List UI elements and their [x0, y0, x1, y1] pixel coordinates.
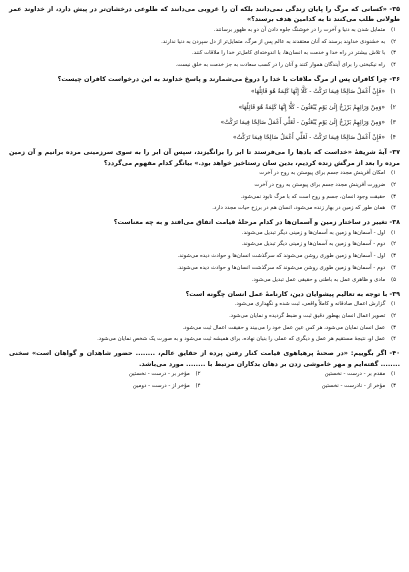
option[interactable] — [9, 25, 400, 37]
option-number: ۳) — [390, 324, 396, 331]
option-number: ۲) — [390, 103, 396, 111]
option-text: عمل او، نتیجهٔ مستقیم هر عمل و دیگری که عملی را بنیان نهاده، برای همیشه ثبت می‌شود و به صورت یک شخص نمایان می‌شود. — [97, 336, 386, 343]
option[interactable] — [205, 369, 401, 381]
option-text: مادی و ظاهری عمل به باطنی و حقیقی عمل تبدیل می‌شود. — [251, 276, 386, 283]
option[interactable] — [9, 323, 400, 335]
option[interactable] — [9, 299, 400, 311]
option[interactable] — [9, 369, 205, 381]
option-number: ۱) — [390, 26, 396, 33]
option[interactable] — [9, 84, 400, 99]
option[interactable] — [9, 37, 400, 49]
option-text: گزارش اعمال صادقانه و کاملاً واقعی، ثبت شده و نگهداری می‌شود. — [234, 301, 386, 308]
option[interactable] — [205, 381, 401, 393]
option[interactable] — [9, 192, 400, 204]
question-stem: ۳۹- با توجه به تعالیم پیشوایان دین، کارنامهٔ عمل انسان چگونه است؟ — [185, 289, 400, 298]
option-text: امکان آفرینش مجدد جسم برای پیوستن به روح در آخرت — [259, 170, 386, 177]
question-stem: ۴۰- اگر بگوییم: «در صحنهٔ پرهیاهوی قیامت کنار رفتن پرده از حقایق عالم، ........ حضور شاهدان و گواهان است» سخنی ........ گفته‌ایم و مهر خاموشی زدن بر دهان بدکاران مرتبط با ........ مورد می‌باشد. — [9, 349, 400, 368]
option[interactable] — [9, 168, 400, 180]
question-stem: ۳۷- آیهٔ شریفهٔ «خداست که بادها را می‌فرستد تا ابر را برانگیزند، سپس آن ابر را به سوی سرزمینی مرده برانیم و آن زمین مرده را بعد از مرگش زنده کردیم، بدین سان رستاخیز خواهد بود.» بیانگر کدام مفهوم می‌گردد؟ — [9, 148, 400, 167]
option-number: ۳) — [390, 50, 396, 57]
option-number: ۱) — [390, 88, 396, 96]
question-35 — [9, 4, 400, 72]
option-text: اول - آسمان‌ها و زمین طوری روشن می‌شوند که سرگذشت انسان‌ها و حوادث دیده می‌شوند. — [177, 253, 386, 260]
option-number: ۳) — [390, 193, 396, 200]
option-number: ۲) — [390, 38, 396, 45]
option-number: ۱) — [390, 301, 396, 308]
option[interactable] — [9, 334, 400, 346]
option-number: ۴) — [390, 336, 396, 343]
question-stem: ۳۸- تغییر در ساختار زمین و آسمان‌ها در کدام مرحلهٔ قیامت اتفاق می‌افتد و به چه معناست؟ — [113, 218, 400, 227]
option-number: ۴) — [390, 205, 396, 212]
option-number: ۳) — [390, 118, 396, 126]
option[interactable] — [9, 275, 400, 287]
option-text: «وَمِنْ وَرَائِهِمْ بَرْزَخٌ إِلَىٰ يَوْمِ يُبْعَثُونَ - كَلَّا إِنَّهَا كَلِمَةٌ هُوَ قَائِلُهَا» — [238, 103, 386, 111]
option-text: مؤخر از - نادرست - نخستین — [321, 382, 386, 389]
option[interactable] — [9, 239, 400, 251]
option[interactable] — [9, 60, 400, 72]
option-text: عمل انسان نمایان می‌شود، هر کس عین عمل خود را می‌بیند و حقیقت اعمال ثبت می‌شود. — [182, 324, 386, 331]
option-text: دوم - آسمان‌ها و زمین طوری روشن می‌شوند که سرگذشت انسان‌ها و حوادث دیده می‌شوند. — [177, 265, 386, 272]
option-number: ۱) — [390, 229, 396, 236]
option-number: ۴) — [390, 265, 396, 272]
option-text: مقدم بر - درست - نخستین — [324, 371, 386, 378]
question-37 — [9, 147, 400, 215]
option-text: راه نیکبختی را برای آیندگان هموار کنند و آنان را در کسب سعادت به جز خدمت به خلق نیست. — [175, 62, 386, 69]
question-40 — [9, 348, 400, 392]
option-number: ۲) — [390, 241, 396, 248]
option[interactable] — [9, 203, 400, 215]
option-text: «فَإِنْ أَعْمَلُ صَالِحًا فِيمَا تَرَكْتُ - لَعَلِّي أَعْمَلُ صَالِحًا فِيمَا تَرَكْتُ» — [232, 134, 386, 142]
option[interactable] — [9, 100, 400, 115]
option-number: ۵) — [390, 276, 396, 283]
option[interactable] — [9, 311, 400, 323]
option-number: ۱) — [390, 170, 396, 177]
question-38 — [9, 217, 400, 286]
option-text: «وَمِنْ وَرَائِهِمْ بَرْزَخٌ إِلَىٰ يَوْمِ يُبْعَثُونَ - لَعَلِّي أَعْمَلُ صَالِحًا فِيمَا تَرَكْتُ» — [220, 118, 386, 126]
question-39 — [9, 289, 400, 347]
option-text: دوم - آسمان‌ها و زمین به آسمان‌ها و زمینی دیگر تبدیل می‌شوند. — [241, 241, 386, 248]
question-stem: ۳۵- «کسانی که مرگ را پایان زندگی نمی‌دانند بلکه آن را غروبی می‌دانند که طلوعی درخشان‌تر در پیش دارد، از خداوند عمر طولانی طلب می‌کنند تا به کدامین هدف برسند؟» — [9, 5, 400, 24]
option-number: ۴) — [195, 382, 201, 389]
option-text: مؤخر بر - درست - نخستین — [128, 371, 190, 378]
option-text: با تلاش بیشتر در راه خدا و خدمت به انسان‌ها، با اندوخته‌ای کامل‌تر خدا را ملاقات کنند. — [192, 50, 386, 57]
option-number: ۴) — [390, 134, 396, 142]
option-text: «فَإِنْ أَعْمَلُ صَالِحًا فِيمَا تَرَكْتُ - كَلَّا إِنَّهَا كَلِمَةٌ هُوَ قَائِلُهَا» — [250, 88, 386, 96]
option-text: مؤخر از - درست - دومین — [132, 382, 190, 389]
option-number: ۳) — [390, 253, 396, 260]
option-text: به خشنودی خداوند برسند که آنان معتقدند به عالم پس از مرگ، متمایل‌تر از دل سپردن به دنیا ندارند. — [161, 38, 386, 45]
option-text: اول - آسمان‌ها و زمین به آسمان‌ها و زمینی دیگر تبدیل می‌شوند. — [241, 229, 386, 236]
option[interactable] — [9, 381, 205, 393]
option[interactable] — [9, 48, 400, 60]
option[interactable] — [9, 180, 400, 192]
option[interactable] — [9, 115, 400, 130]
option[interactable] — [9, 251, 400, 263]
option[interactable] — [9, 130, 400, 145]
option[interactable] — [9, 228, 400, 240]
option-number: ۱) — [390, 371, 396, 378]
option-text: تصویر اعمال انسان بهطور دقیق ثبت و ضبط گردیده و نمایان می‌شود. — [229, 312, 386, 319]
question-stem: ۳۶- چرا کافران پس از مرگ ملاقات با خدا را دروغ می‌شمارند و پاسخ خداوند به این درخواست کافران چیست؟ — [57, 75, 400, 83]
option-text: همان طور که زمین در بهار زنده می‌شود، انسان هم در برزخ حیات مجدد دارد. — [212, 205, 386, 212]
option[interactable] — [9, 263, 400, 275]
option-number: ۲) — [390, 312, 396, 319]
option-text: حقیقت وجود انسان، جسم و روح است که با مرگ نابود نمی‌شود. — [240, 193, 386, 200]
option-number: ۲) — [195, 371, 201, 378]
option-number: ۴) — [390, 62, 396, 69]
option-row — [9, 381, 400, 393]
option-text: متمایل شدن به دنیا و آخرت را در خوشنگ جلوه دادن آن دو به ظهور برسانند. — [213, 26, 386, 33]
option-text: ضرورت آفرینش مجدد جسم برای پیوستن به روح در آخرت — [254, 181, 386, 188]
option-number: ۳) — [390, 382, 396, 389]
option-row — [9, 369, 400, 381]
question-36 — [9, 74, 400, 145]
option-number: ۲) — [390, 181, 396, 188]
